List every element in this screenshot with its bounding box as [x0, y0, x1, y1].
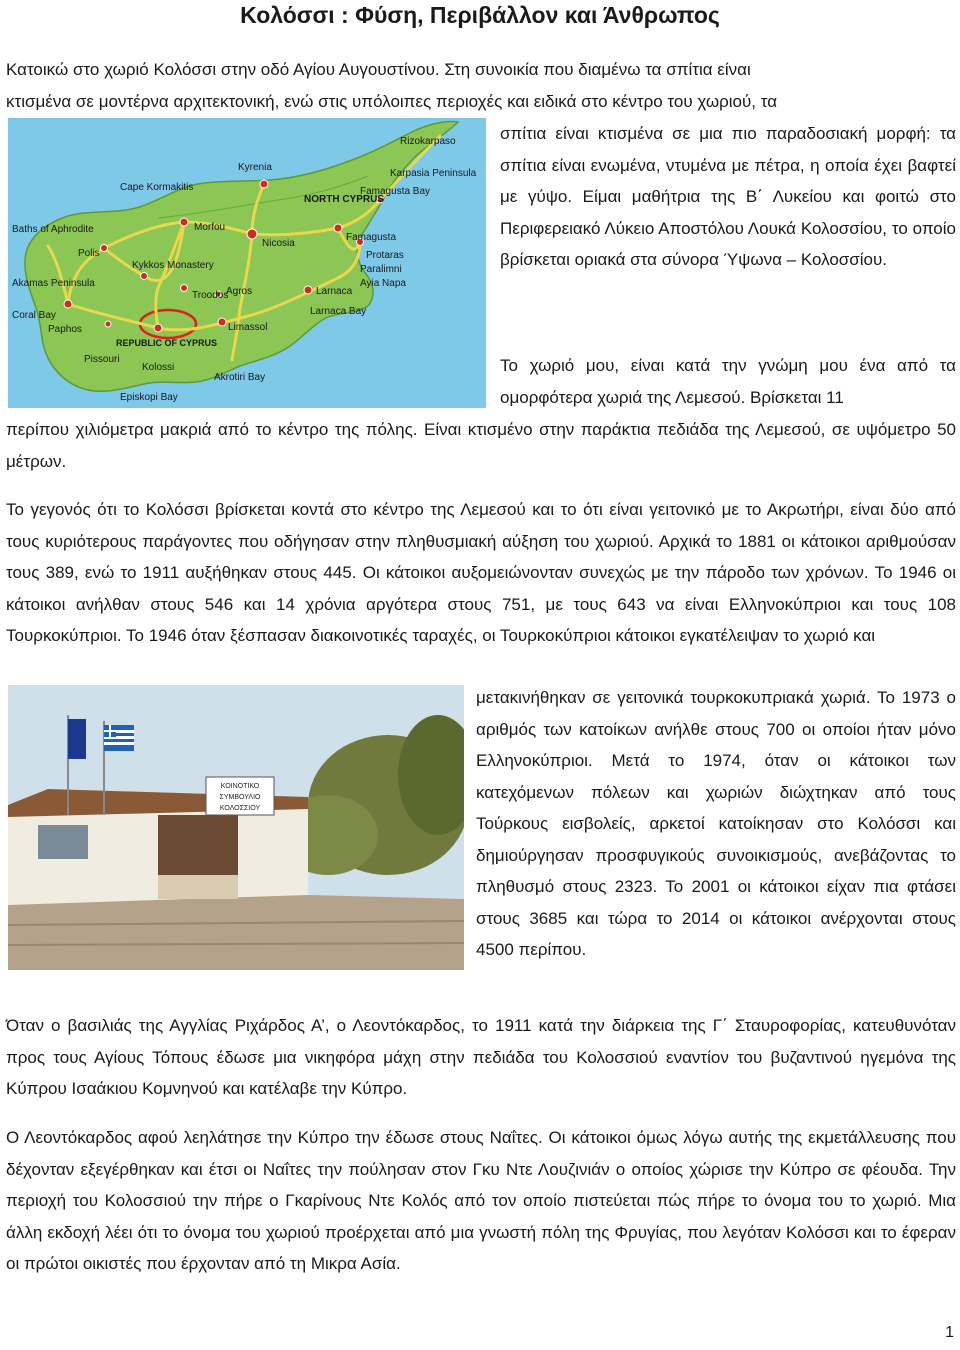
limassol-dot	[218, 318, 226, 326]
photo-steps	[158, 875, 238, 899]
map-label-kolossi: Kolossi	[142, 362, 175, 373]
map-label-famagusta: Famagusta	[346, 232, 397, 243]
morfou-dot	[180, 218, 188, 226]
map-label-episkopi-bay: Episkopi Bay	[120, 392, 178, 403]
map-label-protaras: Protaras	[366, 250, 404, 261]
map-label-famagusta-bay: Famagusta Bay	[360, 186, 431, 197]
polis-dot	[101, 245, 108, 252]
population-full-block: Το γεγονός ότι το Κολόσσι βρίσκεται κοντά στο κέντρο της Λεμεσού και το ότι είναι γειτονικό με το Ακρωτήρι, είναι δύο από τους κυριότερους παράγοντες που οδήγησαν στην πληθυσμιακή αύξηση του χωριού. Αρχικά το 1881 οι κάτοικοι αριθμούσαν τους 389, ενώ το 1911 αυξήθηκαν στους 445. Οι κάτοικοι αυξομειώνονταν συνεχώς με την πάροδο των χρόνων. Το 1946 οι κάτοικοι ανήλθαν στους 546 και 14 χρόνια αργότερα στους 751, με τους 643 να είναι Ελληνοκύπριοι και τους 108 Τουρκοκύπριοι. Το 1946 όταν ξέσπασαν διακοινοτικές ταραχές, οι Τουρκοκύπριοι κάτοικοι εγκατέλειψαν το χωριό και	[6, 500, 956, 645]
intro-right-block: σπίτια είναι κτισμένα σε μια πιο παραδοσιακή μορφή: τα σπίτια είναι ενωμένα, ντυμένα με πέτρα, η οποία έχει βαφτεί με γύψο. Είμαι μαθήτρια της Β΄ Λυκείου και φοιτώ στο Περιφερειακό Λύκειο Αποστόλου Λουκά Κολοσσίου, το οποίο βρίσκεται οριακά στα σύνορα Ύψωνα – Κολοσσίου.	[500, 124, 956, 269]
famagusta-dot	[334, 224, 342, 232]
cyprus-map	[8, 118, 486, 408]
map-label-nicosia: Nicosia	[262, 238, 295, 249]
paphos-dot	[64, 300, 72, 308]
nicosia-dot	[247, 229, 257, 239]
kykkos-dot	[141, 273, 148, 280]
village-full-block: περίπου χιλιόμετρα μακριά από το κέντρο της πόλης. Είναι κτισμένο στην παράκτια πεδιάδα της Λεμεσού, σε υψόμετρο 50 μέτρων.	[6, 420, 956, 471]
sign-text-1: ΚΟΙΝΟΤΙΚΟ	[220, 783, 260, 790]
map-label-republic: REPUBLIC OF CYPRUS	[116, 338, 218, 348]
larnaca-dot	[304, 286, 312, 294]
map-label-pissouri: Pissouri	[84, 354, 120, 365]
map-label-morfou: Morfou	[194, 222, 226, 233]
kolossi-dot	[154, 324, 162, 332]
photo-building-entrance	[158, 815, 238, 875]
photo-stone-wall	[8, 895, 464, 970]
community-council-photo	[8, 685, 464, 970]
map-label-akrotiri-bay: Akrotiri Bay	[214, 372, 266, 383]
map-label-agros: Agros	[226, 286, 253, 297]
page-title: Κολόσσι : Φύση, Περιβάλλον και Άνθρωπος	[240, 2, 720, 28]
page-number: 1	[945, 1324, 954, 1341]
village-right-block: Το χωριό μου, είναι κατά την γνώμη μου ένα από τα ομορφότερα χωριά της Λεμεσού. Βρίσκεται 11	[500, 356, 956, 407]
map-label-larnaca: Larnaca	[316, 286, 353, 297]
map-label-ayia-napa: Ayia Napa	[360, 278, 406, 289]
map-label-larnaca-bay: Larnaca Bay	[310, 306, 367, 317]
map-label-rizokarpaso: Rizokarpaso	[400, 136, 456, 147]
map-label-kykkos: Kykkos Monastery	[132, 260, 214, 271]
map-label-akamas: Akamas Peninsula	[12, 278, 95, 289]
map-label-north-cyprus: NORTH CYPRUS	[304, 194, 385, 205]
map-label-polis: Polis	[78, 248, 100, 259]
pissouri-dot	[105, 321, 111, 327]
kyrenia-dot	[260, 180, 268, 188]
history-paragraph-2: Ο Λεοντόκαρδος αφού λεηλάτησε την Κύπρο την έδωσε στους Ναΐτες. Οι κάτοικοι όμως λόγω αυτής της εκμετάλλευσης που δέχονταν εξεγέρθηκαν και έτσι οι Ναΐτες την πούλησαν στον Γκυ Ντε Λουζινιάν ο οποίος χώρισε την Κύπρο σε φέουδα. Την περιοχή του Κολοσσιού την πήρε ο Γκαρίνους Ντε Κολός από τον οποίο πιστεύεται πώς πήρε το όνομα του το χωριό. Μια άλλη εκδοχή λέει ότι το όνομα του χωριού προέρχεται από μια γνωστή πόλη της Φρυγίας, που λεγόταν Κολόσσι και το έφεραν οι πρώτοι οικιστές που έρχονταν από τη Μικρα Ασία.	[6, 1128, 956, 1273]
map-label-paralimni: Paralimni	[360, 264, 402, 275]
map-label-troodos: Troodos	[192, 290, 229, 301]
photo-greek-flag	[104, 725, 134, 751]
sign-text-3: ΚΟΛΟΣΣΙΟΥ	[219, 805, 261, 812]
sign-text-2: ΣΥΜΒΟΥΛΙΟ	[219, 794, 261, 801]
population-right-block: μετακινήθηκαν σε γειτονικά τουρκοκυπριακά χωριά. Το 1973 ο αριθμός των κατοίκων ανήλθε στους 700 οι οποίοι ήταν μόνο Ελληνοκύπριοι. Μετά το 1974, όταν οι κάτοικοι των κατεχόμενων πόλεων και χωριών διώχτηκαν από τους Τούρκους εισβολείς, αρκετοί κατοίκησαν στο Κολόσσι και δημιούργησαν προσφυγικούς συνοικισμούς, ανεβάζοντας το πληθυσμό στους 2323. Το 2001 οι κάτοικοι είχαν πια φτάσει στους 3685 και τώρα το 2014 οι κάτοικοι ανέρχονται στους 4500 περίπου.	[476, 688, 956, 959]
map-label-baths-aphrodite: Baths of Aphrodite	[12, 224, 94, 235]
photo-building-window	[38, 825, 88, 859]
map-label-cape-kormakitis: Cape Kormakitis	[120, 182, 194, 193]
intro-line-2: κτισμένα σε μοντέρνα αρχιτεκτονική, ενώ στις υπόλοιπες περιοχές και ειδικά στο κέντρο του χωριού, τα	[6, 92, 778, 111]
map-label-limassol: Limassol	[228, 322, 268, 333]
map-label-kyrenia: Kyrenia	[238, 162, 272, 173]
intro-line-1: Κατοικώ στο χωριό Κολόσσι στην οδό Αγίου Αυγουστίνου. Στη συνοικία που διαμένω τα σπίτια είναι	[6, 60, 751, 79]
photo-eu-flag	[68, 719, 86, 759]
map-label-karpasia: Karpasia Peninsula	[390, 168, 477, 179]
history-paragraph-1: Όταν ο βασιλιάς της Αγγλίας Ριχάρδος Α’, ο Λεοντόκαρδος, το 1911 κατά την διάρκεια της Γ΄ Σταυροφορίας, κατευθυνόταν προς τους Αγίους Τόπους έδωσε μια νικηφόρα μάχη στην πεδιάδα του Κολοσσιού εναντίον του βυζαντινού ηγεμόνα της Κύπρου Ισαάκιου Κομνηνού και κατέλαβε την Κύπρο.	[6, 1016, 956, 1098]
map-label-coral-bay: Coral Bay	[12, 310, 56, 321]
troodos-dot	[181, 285, 188, 292]
map-label-paphos: Paphos	[48, 324, 82, 335]
